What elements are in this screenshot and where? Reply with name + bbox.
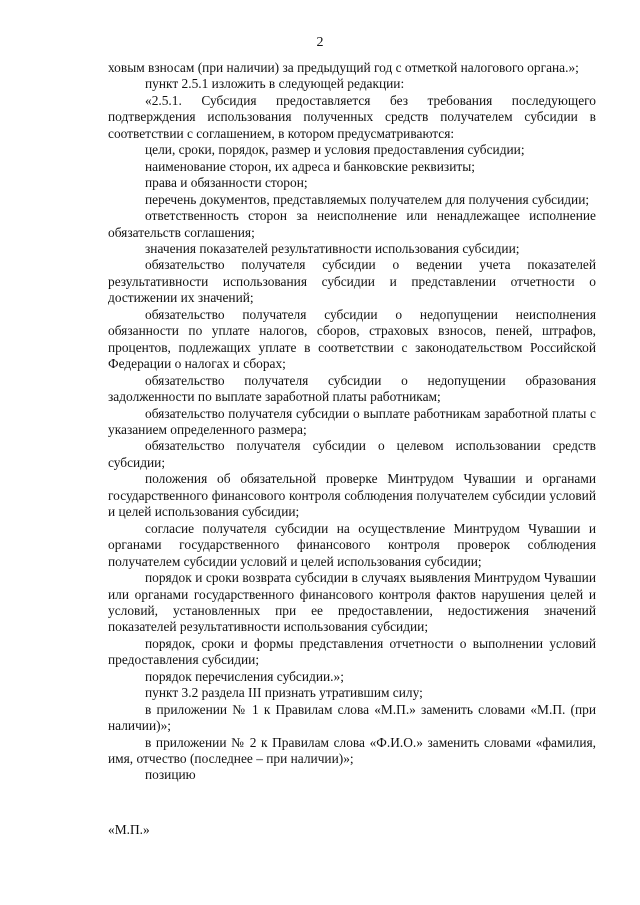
list-item: перечень документов, представляемых получателем для получения субсидии; <box>145 191 590 207</box>
list-item: обязательство получателя субсидии о целевом использовании средств субсидии; <box>108 438 596 470</box>
list-item: ответственность сторон за неисполнение или ненадлежащее исполнение обязательств соглашения; <box>108 208 596 240</box>
list-item: значения показателей результативности использования субсидии; <box>145 240 520 256</box>
paragraph-clause-3-2: пункт 3.2 раздела III признать утратившим силу; <box>145 685 423 701</box>
paragraph-appendix-1: в приложении № 1 к Правилам слова «М.П.» заменить словами «М.П. (при наличии)»; <box>108 701 596 734</box>
list-item: наименование сторон, их адреса и банковские реквизиты; <box>145 158 475 174</box>
paragraph-2-5-1-intro: «2.5.1. Субсидия предоставляется без требования последующего подтверждения использования полученных средств получателем субсидии в соответствии с соглашением, в котором предусматриваются: <box>108 92 596 141</box>
page-number: 2 <box>316 35 324 50</box>
list-item: порядок, сроки и формы представления отчетности о выполнении условий предоставления субсидии; <box>108 635 596 668</box>
list-item: обязательство получателя субсидии о недопущении неисполнения обязанности по уплате налогов, сборов, страховых взносов, пеней, штрафов, процентов, подлежащих уплате в соответствии с законодательством Российской Федерации о налогах и сборах; <box>108 306 596 372</box>
list-item: согласие получателя субсидии на осуществление Минтрудом Чувашии и органами государственного финансового контроля проверок соблюдения получателем субсидии условий и целей использования субсидии; <box>108 520 596 569</box>
paragraph-appendix-2: в приложении № 2 к Правилам слова «Ф.И.О.» заменить словами «фамилия, имя, отчество (последнее – при наличии)»; <box>108 734 596 767</box>
paragraph-continuation: ховым взносам (при наличии) за предыдущий год с отметкой налогового органа.»; <box>108 60 579 75</box>
paragraph-position: позицию <box>145 767 196 783</box>
list-item: обязательство получателя субсидии о выплате работникам заработной платы с указанием определенного размера; <box>108 405 596 437</box>
paragraph-amend-2-5-1: пункт 2.5.1 изложить в следующей редакции: <box>145 76 405 92</box>
document-body <box>108 60 596 784</box>
list-item: обязательство получателя субсидии о недопущении образования задолженности по выплате заработной платы работникам; <box>108 372 596 405</box>
list-item: положения об обязательной проверке Минтрудом Чувашии и органами государственного финансового контроля соблюдения получателем субсидии условий и целей использования субсидии; <box>108 471 596 520</box>
seal-mark-text: «М.П.» <box>108 822 150 837</box>
list-item: порядок и сроки возврата субсидии в случаях выявления Минтрудом Чувашии или органами государственного финансового контроля фактов нарушения целей и условий, установленных при ее предоставлении, недостижения значений показателей результативности использования субсидии; <box>108 570 596 635</box>
list-item: обязательство получателя субсидии о ведении учета показателей результативности использования субсидии и представлении отчетности о достижении их значений; <box>108 257 596 306</box>
list-item: порядок перечисления субсидии.»; <box>145 668 344 684</box>
list-item: цели, сроки, порядок, размер и условия предоставления субсидии; <box>145 142 525 158</box>
list-item: права и обязанности сторон; <box>145 175 308 191</box>
